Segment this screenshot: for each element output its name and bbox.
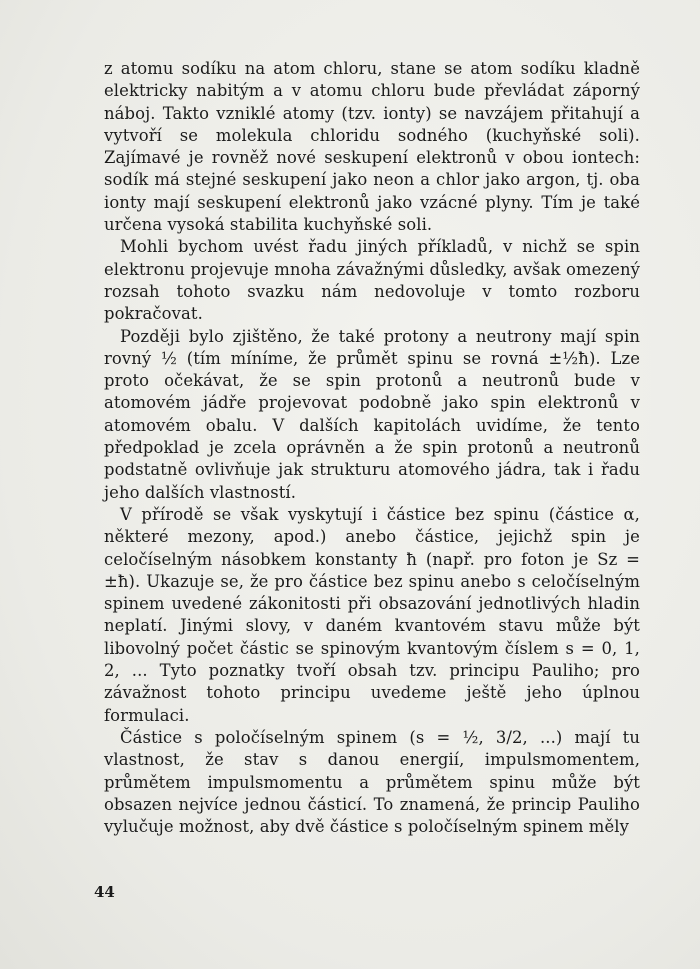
paragraph-4: V přírodě se však vyskytují i částice bez spinu (částice α, některé mezony, apod.) anebo částice, jejichž spin je celočíselným násobkem konstanty ħ (např. pro foton je Sz = ±ħ). Ukazuje se, že pro částice bez spinu anebo s celočíselným spinem uvedené zákonitosti při obsazování jednotlivých hladin neplatí. Jinými slovy, v daném kvantovém stavu může být libovolný počet částic se spinovým kvantovým číslem s = 0, 1, 2, ... Tyto poznatky tvoří obsah tzv. principu Pauliho; pro závažnost tohoto principu uvedeme ještě jeho úplnou formulaci.	[104, 504, 640, 725]
body-text	[104, 58, 640, 838]
paragraph-2: Mohli bychom uvést řadu jiných příkladů, v nichž se spin elektronu projevuje mnoha závažnými důsledky, avšak omezený rozsah tohoto svazku nám nedovoluje v tomto rozboru pokračovat.	[104, 237, 640, 324]
paragraph-5: Částice s poločíselným spinem (s = ½, 3/2, ...) mají tu vlastnost, že stav s danou energií, impulsmomentem, průmětem impulsmomentu a průmětem spinu může být obsazen nejvíce jednou částicí. To znamená, že princip Pauliho vylučuje možnost, aby dvě částice s poločíselným spinem měly	[104, 727, 640, 837]
paragraph-1: z atomu sodíku na atom chloru, stane se atom sodíku kladně elektricky nabitým a v atomu chloru bude převládat záporný náboj. Takto vzniklé atomy (tzv. ionty) se navzájem přitahují a vytvoří se molekula chloridu sodného (kuchyňské soli). Zajímavé je rovněž nové seskupení elektronů v obou iontech: sodík má stejné seskupení jako neon a chlor jako argon, tj. oba ionty mají seskupení elektronů jako vzácné plyny. Tím je také určena vysoká stabilita kuchyňské soli.	[104, 59, 640, 235]
paragraph-3: Později bylo zjištěno, že také protony a neutrony mají spin rovný ½ (tím míníme, že průmět spinu se rovná ±½ħ). Lze proto očekávat, že se spin protonů a neutronů bude v atomovém jádře projevovat podobně jako spin elektronů v atomovém obalu. V dalších kapitolách uvidíme, že tento předpoklad je zcela oprávněn a že spin protonů a neutronů podstatně ovlivňuje jak strukturu atomového jádra, tak i řadu jeho dalších vlastností.	[104, 326, 640, 502]
page-number: 44	[94, 883, 115, 901]
